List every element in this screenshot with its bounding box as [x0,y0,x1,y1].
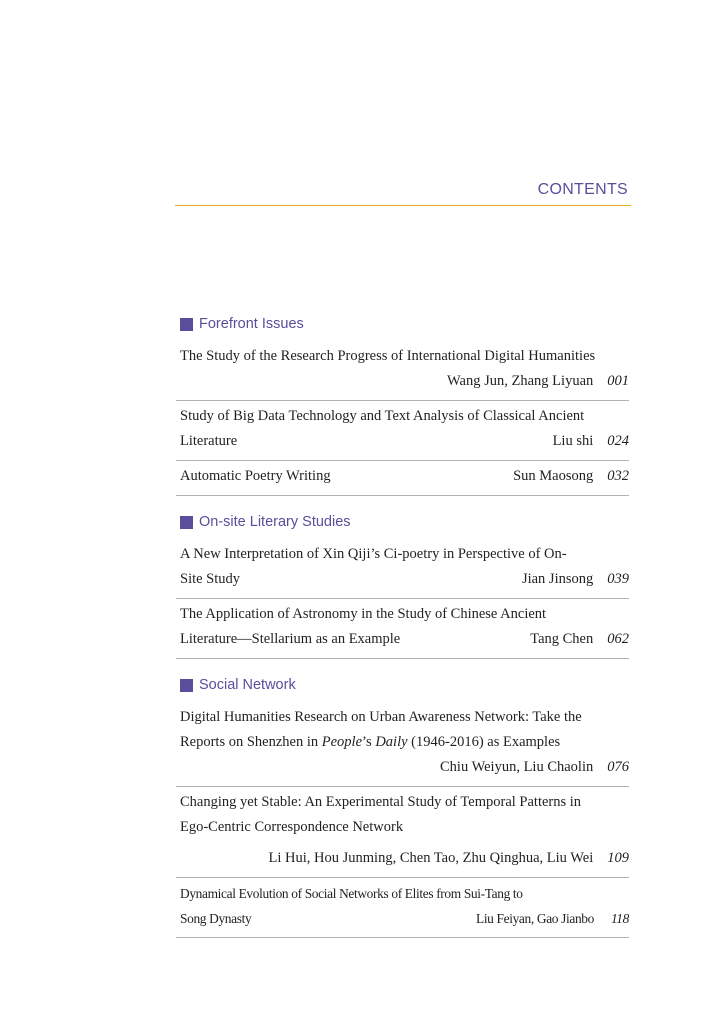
section-heading [180,512,629,532]
page-title: CONTENTS [537,181,628,198]
entry-title-continued: Song Dynasty [180,911,252,926]
entry-title-continued: Ego-Centric Correspondence Network [180,819,404,835]
toc-entry[interactable] [176,599,629,659]
entry-page-number: 039 [607,571,629,587]
entry-title: Automatic Poetry Writing [180,468,331,484]
entry-title-continued: Literature—Stellarium as an Example [180,631,401,647]
toc-entry[interactable] [176,539,629,599]
toc-entry[interactable] [176,787,629,878]
entry-page-number: 001 [607,373,629,389]
table-of-contents [180,314,629,954]
entry-title: A New Interpretation of Xin Qiji’s Ci-poetry in Perspective of On- [180,546,567,562]
toc-entry[interactable] [176,878,629,938]
section-heading-label: Social Network [199,677,296,693]
square-bullet-icon [180,318,193,331]
toc-entry[interactable] [176,461,629,496]
toc-entry[interactable] [176,401,629,461]
entry-page-number: 062 [607,631,629,647]
entry-title: The Study of the Research Progress of International Digital Humanities [180,348,596,364]
entry-authors: Sun Maosong [513,468,594,484]
square-bullet-icon [180,679,193,692]
toc-entry[interactable] [176,341,629,401]
entry-authors: Tang Chen [530,631,594,647]
entry-title: Changing yet Stable: An Experimental Study of Temporal Patterns in [180,794,582,810]
entry-title: Digital Humanities Research on Urban Awareness Network: Take the [180,709,582,725]
section-forefront-issues [180,314,629,496]
section-social-network [180,675,629,938]
entry-page-number: 024 [607,433,629,449]
entry-page-number: 076 [607,759,629,775]
title-rule [175,205,631,206]
section-heading-label: On-site Literary Studies [199,514,351,530]
entry-page-number: 032 [607,468,629,484]
section-heading-label: Forefront Issues [199,316,304,332]
entry-authors: Liu shi [552,433,594,449]
entry-page-number: 118 [610,911,629,926]
entry-authors: Jian Jinsong [521,571,594,587]
entry-authors: Chiu Weiyun, Liu Chaolin [440,759,594,775]
entry-title-continued: Reports on Shenzhen in People’s Daily (1946-2016) as Examples [180,734,561,750]
entry-title: Study of Big Data Technology and Text Analysis of Classical Ancient [180,408,585,424]
entry-title: The Application of Astronomy in the Study of Chinese Ancient [180,606,547,622]
section-on-site-literary-studies [180,512,629,659]
italic-daily: Daily [375,734,408,750]
toc-entry[interactable] [176,702,629,787]
entry-authors: Li Hui, Hou Junming, Chen Tao, Zhu Qinghua, Liu Wei [268,850,594,866]
entry-title-continued: Site Study [180,571,241,587]
entry-authors: Liu Feiyan, Gao Jianbo [475,911,594,926]
entry-title: Dynamical Evolution of Social Networks of Elites from Sui-Tang to [180,886,523,901]
entry-authors: Wang Jun, Zhang Liyuan [447,373,594,389]
entry-title-continued: Literature [180,433,238,449]
section-heading [180,314,629,334]
square-bullet-icon [180,516,193,529]
entry-page-number: 109 [607,850,629,866]
italic-people: People [321,734,363,750]
section-heading [180,675,629,695]
